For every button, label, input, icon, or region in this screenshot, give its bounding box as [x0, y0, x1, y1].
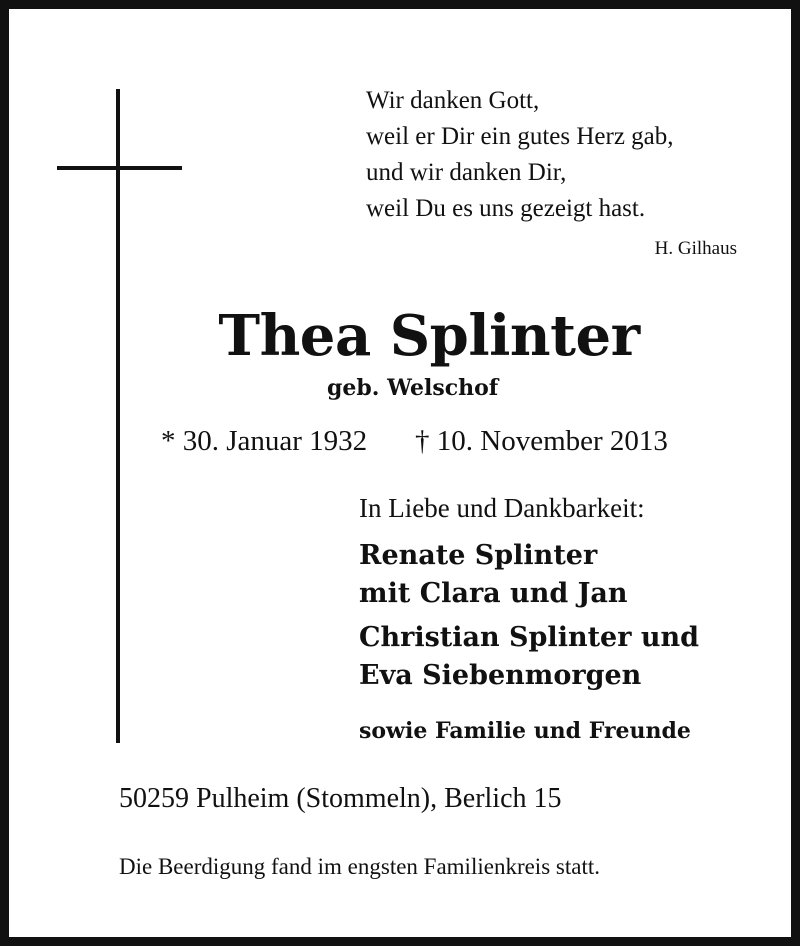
mourner-name: Eva Siebenmorgen: [359, 660, 642, 691]
mourner-group: [359, 537, 779, 613]
mourner-name: mit Clara und Jan: [359, 578, 628, 609]
mourners-intro: In Liebe und Dankbarkeit:: [359, 493, 645, 523]
poem-author: H. Gilhaus: [654, 238, 737, 259]
cross-icon-crossbar: [57, 166, 182, 170]
mourner-name: Christian Splinter und: [359, 622, 699, 653]
birth-date: * 30. Januar 1932: [161, 425, 368, 457]
poem-line: weil Du es uns gezeigt hast.: [366, 195, 646, 222]
family-and-friends: sowie Familie und Freunde: [359, 718, 691, 744]
mourner-name: Renate Splinter: [359, 540, 598, 571]
poem-line: und wir danken Dir,: [366, 159, 567, 186]
cross-icon: [116, 89, 120, 743]
mourners-list: [359, 537, 779, 695]
poem-line: Wir danken Gott,: [366, 87, 540, 114]
funeral-note: Die Beerdigung fand im engsten Familienkreis statt.: [119, 854, 600, 879]
mourner-group: [359, 619, 779, 695]
poem-line: weil er Dir ein gutes Herz gab,: [366, 123, 674, 150]
death-date: † 10. November 2013: [415, 425, 668, 457]
address: 50259 Pulheim (Stommeln), Berlich 15: [119, 783, 562, 814]
maiden-name: geb. Welschof: [327, 375, 499, 401]
deceased-name: Thea Splinter: [218, 303, 640, 369]
poem: [366, 83, 766, 227]
